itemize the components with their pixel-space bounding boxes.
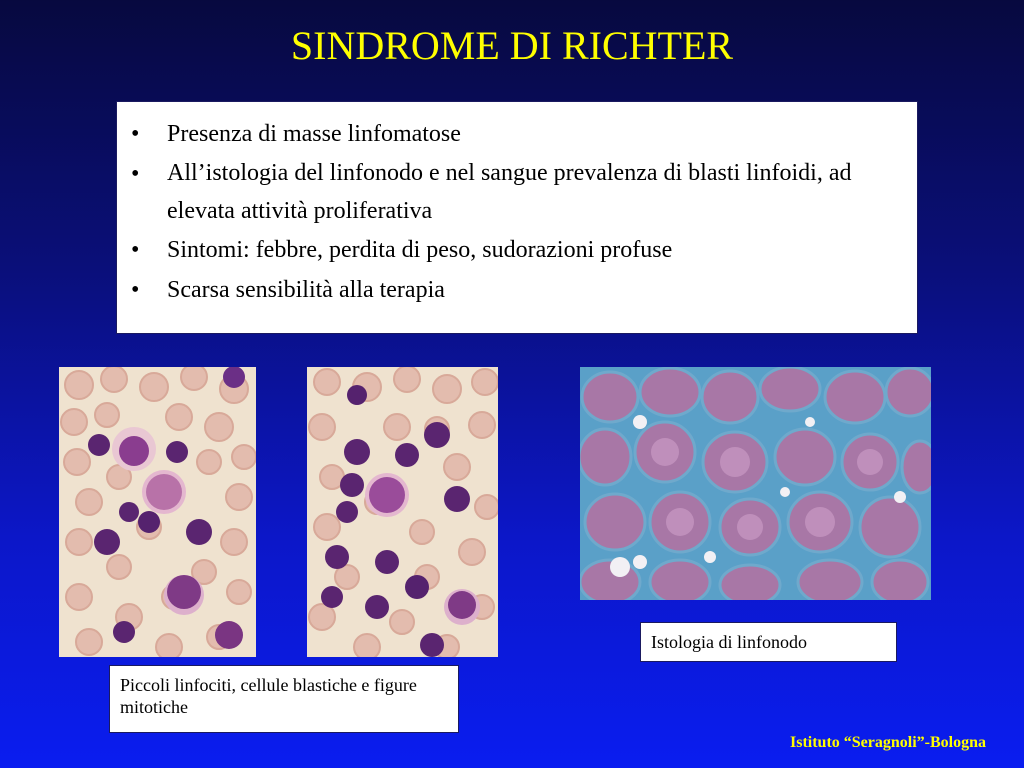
slide-title: SINDROME DI RICHTER — [290, 23, 734, 68]
bullet-icon: • — [131, 121, 140, 147]
bullet-icon: • — [131, 161, 140, 187]
bullet-list — [127, 114, 897, 310]
bullet-list-box — [116, 101, 918, 334]
histology-caption: Istologia di linfonodo — [640, 622, 897, 662]
bullet-item: • Sintomi: febbre, perdita di peso, sudorazioni profuse — [127, 230, 897, 270]
bullet-item: • Scarsa sensibilità alla terapia — [127, 270, 897, 310]
blood-smear-image-2 — [307, 367, 498, 657]
blood-smear-image-1 — [59, 367, 256, 657]
bullet-icon: • — [131, 237, 140, 263]
blood-smear-caption: Piccoli linfociti, cellule blastiche e figure mitotiche — [109, 665, 459, 733]
bullet-icon: • — [131, 277, 140, 303]
lymph-node-histology-image — [580, 367, 931, 600]
bullet-item: • Presenza di masse linfomatose — [127, 114, 897, 154]
institute-footer: Istituto “Seragnoli”-Bologna — [789, 734, 986, 751]
bullet-item: • All’istologia del linfonodo e nel sangue prevalenza di blasti linfoidi, ad elevata attività proliferativa — [127, 154, 897, 230]
